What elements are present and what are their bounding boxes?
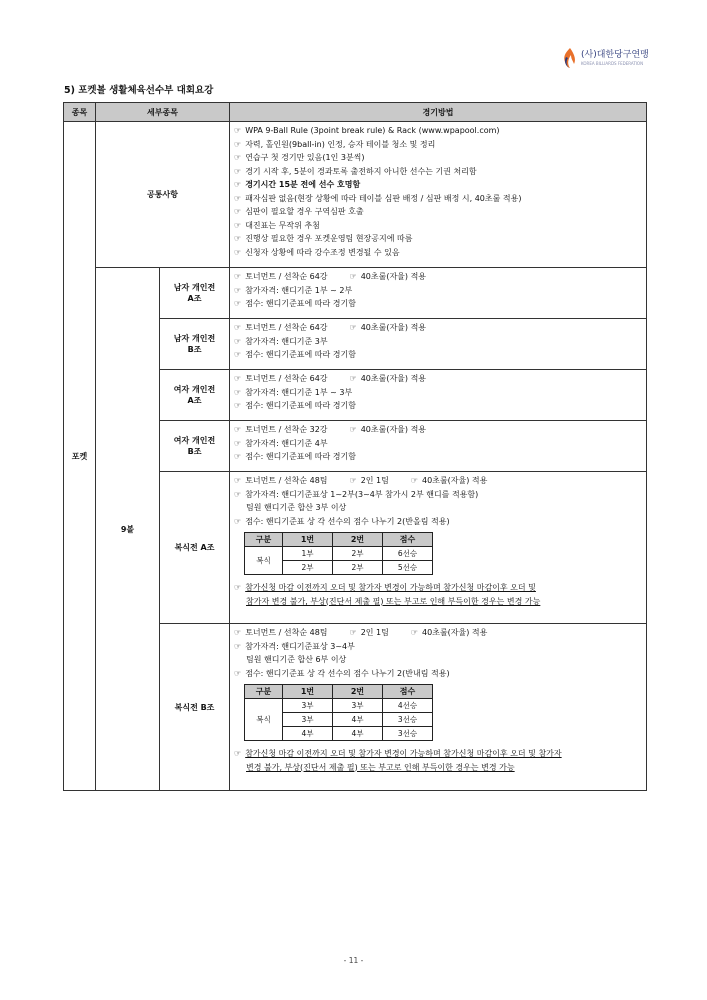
table-header-row (64, 103, 647, 122)
pointing-hand-icon: ☞ (234, 425, 242, 434)
common-row (64, 122, 647, 268)
pointing-hand-icon: ☞ (234, 452, 242, 461)
logo-title: (사)대한당구연맹 (581, 49, 649, 60)
page-number: - 11 - (343, 956, 364, 965)
pointing-hand-icon: ☞ (234, 401, 242, 410)
note-text: 참가신청 마감 이전까지 오더 및 참가자 변경이 가능하며 참가신청 마감이후 오더 및 참가자 (245, 749, 562, 758)
common-content (230, 122, 647, 268)
pointing-hand-icon: ☞ (234, 285, 242, 295)
category-content: ☞ 토너먼트 / 선착순 64강 ☞ 40초룰(자율) 적용 ☞ 참가자격: 핸디기준 1부 ~ 2부 ☞ 점수: 핸디기준표에 따라 경기함 (230, 268, 647, 319)
division-label: 9볼 (96, 268, 160, 791)
list-item: ☞ 대진표는 무작위 추첨 (234, 220, 320, 230)
federation-logo (562, 46, 649, 70)
list-item: ☞ 진행상 필요한 경우 포켓운영팀 현장공지에 따름 (234, 234, 413, 243)
note-text: 참가신청 마감 이전까지 오더 및 참가자 변경이 가능하며 참가신청 마감이후 오더 및 (245, 583, 536, 592)
list-item: ☞ 심판이 필요할 경우 구역심판 호출 (234, 207, 364, 216)
category-content: ☞ 토너먼트 / 선착순 48팀 ☞ 2인 1팀 ☞ 40초룰(자율) 적용 ☞ 참가자격: 핸디기준표상 3~4부 팀원 핸디기준 합산 6부 이상 ☞ 점수: 핸디기준표 상 각 선수의 점수 나누기 2(반내림 적용) 구분 1번 2번 점수 복식 3부 3부 4선승 3부 4부 3선승 4부 4부 3선승 ☞ 참가신청 마감 이전까지 오더 및 참가자 변경이 가능하며 참가신청 마감이후 오더 및 참가자 변경 불가, 부상(진단서 제출 필) 또는 부고로 인해 부득이한 경우는 변경 가능 (230, 624, 647, 791)
category-content: ☞ 토너먼트 / 선착순 32강 ☞ 40초룰(자율) 적용 ☞ 참가자격: 핸디기준 4부 ☞ 점수: 핸디기준표에 따라 경기함 (230, 421, 647, 472)
table-row (64, 268, 647, 319)
pointing-hand-icon: ☞ (349, 628, 357, 637)
section-title: 5) 포켓볼 생활체육선수부 대회요강 (64, 85, 214, 96)
pointing-hand-icon: ☞ (349, 272, 357, 281)
pointing-hand-icon: ☞ (410, 628, 419, 637)
pointing-hand-icon: ☞ (234, 193, 242, 203)
flame-logo-icon (562, 47, 578, 69)
pointing-hand-icon: ☞ (234, 628, 242, 637)
pointing-hand-icon: ☞ (234, 299, 242, 308)
pointing-hand-icon: ☞ (234, 207, 242, 216)
list-item: ☞ 패자심판 없음(현장 상황에 따라 테이블 심판 배정 / 심판 배정 시, 40초룰 적용) (234, 193, 522, 203)
list-item: ☞ WPA 9-Ball Rule (3point break rule) & Rack (www.wpapool.com) (234, 126, 500, 135)
category-name: 여자 개인전 B조 (160, 421, 230, 472)
table-row: 3부 4부 3선승 (245, 713, 433, 727)
category-name: 복식전 B조 (160, 624, 230, 791)
list-item: ☞ 자력, 홀인원(9ball-in) 인정, 승자 테이블 청소 및 정리 (234, 139, 436, 149)
competition-table (63, 102, 647, 791)
pointing-hand-icon: ☞ (234, 272, 242, 281)
pointing-hand-icon: ☞ (234, 153, 242, 162)
category-content: ☞ 토너먼트 / 선착순 64강 ☞ 40초룰(자율) 적용 ☞ 참가자격: 핸디기준 3부 ☞ 점수: 핸디기준표에 따라 경기함 (230, 319, 647, 370)
pointing-hand-icon: ☞ (234, 438, 242, 448)
pointing-hand-icon: ☞ (234, 139, 242, 149)
pointing-hand-icon: ☞ (234, 641, 242, 651)
pointing-hand-icon: ☞ (349, 425, 357, 434)
pointing-hand-icon: ☞ (234, 180, 242, 189)
pointing-hand-icon: ☞ (234, 387, 242, 397)
list-item: ☞ 신청자 상황에 따라 강수조정 변경될 수 있음 (234, 247, 400, 257)
pointing-hand-icon: ☞ (234, 668, 242, 678)
list-item: ☞ 경기 시작 후, 5분이 경과토록 출전하지 아니한 선수는 기권 처리함 (234, 166, 477, 176)
handicap-table: 구분 1번 2번 점수 복식 1부 2부 6선승 2부 2부 5선승 (244, 532, 433, 575)
pointing-hand-icon: ☞ (234, 166, 242, 176)
pointing-hand-icon: ☞ (349, 476, 357, 485)
category-name: 복식전 A조 (160, 472, 230, 624)
category-name: 남자 개인전 A조 (160, 268, 230, 319)
category-content: ☞ 토너먼트 / 선착순 48팀 ☞ 2인 1팀 ☞ 40초룰(자율) 적용 ☞ 참가자격: 핸디기준표상 1~2부(3~4부 참가시 2부 핸디를 적용함) 팀원 핸디기준 합산 3부 이상 ☞ 점수: 핸디기준표 상 각 선수의 점수 나누기 2(반올림 적용) 구분 1번 2번 점수 복식 1부 2부 6선승 2부 2부 5선승 ☞ 참가신청 마감 이전까지 오더 및 참가자 변경이 가능하며 참가신청 마감이후 오더 및 참가자 변경 불가, 부상(진단서 제출 필) 또는 부고로 인해 부득이한 경우는 변경 가능 (230, 472, 647, 624)
pointing-hand-icon: ☞ (234, 247, 242, 257)
pointing-hand-icon: ☞ (410, 476, 419, 485)
table-row: 복식 1부 2부 6선승 (245, 547, 433, 561)
pointing-hand-icon: ☞ (234, 516, 242, 526)
common-label: 공통사항 (96, 122, 230, 268)
table-row: 복식 3부 3부 4선승 (245, 699, 433, 713)
pointing-hand-icon: ☞ (234, 374, 242, 383)
logo-subtitle: KOREA BILLIARDS FEDERATION (581, 60, 644, 66)
category-content: ☞ 토너먼트 / 선착순 64강 ☞ 40초룰(자율) 적용 ☞ 참가자격: 핸디기준 1부 ~ 3부 ☞ 점수: 핸디기준표에 따라 경기함 (230, 370, 647, 421)
handicap-table: 구분 1번 2번 점수 복식 3부 3부 4선승 3부 4부 3선승 4부 4부 3선승 (244, 684, 433, 741)
pointing-hand-icon: ☞ (234, 749, 242, 758)
table-row: 2부 2부 5선승 (245, 561, 433, 575)
category-name: 남자 개인전 B조 (160, 319, 230, 370)
pointing-hand-icon: ☞ (234, 234, 242, 243)
pointing-hand-icon: ☞ (234, 583, 242, 592)
header-method: 경기방법 (230, 103, 647, 122)
pointing-hand-icon: ☞ (234, 489, 242, 499)
pointing-hand-icon: ☞ (234, 350, 242, 359)
note-text: 변경 불가, 부상(진단서 제출 필) 또는 부고로 인해 부득이한 경우는 변경 가능 (246, 762, 515, 772)
list-item: ☞ 경기시간 15분 전에 선수 호명함 (234, 180, 361, 189)
pointing-hand-icon: ☞ (234, 336, 242, 346)
list-item: ☞ 연습구 첫 경기만 있음(1인 3분씩) (234, 153, 365, 162)
pointing-hand-icon: ☞ (349, 323, 357, 332)
header-event: 종목 (64, 103, 96, 122)
pointing-hand-icon: ☞ (234, 220, 242, 230)
table-row: 4부 4부 3선승 (245, 727, 433, 741)
category-name: 여자 개인전 A조 (160, 370, 230, 421)
pointing-hand-icon: ☞ (234, 476, 242, 485)
event-name: 포켓 (64, 122, 96, 791)
pointing-hand-icon: ☞ (234, 323, 242, 332)
header-sub-event: 세부종목 (96, 103, 230, 122)
pointing-hand-icon: ☞ (349, 374, 357, 383)
pointing-hand-icon: ☞ (234, 126, 242, 135)
note-text: 참가자 변경 불가, 부상(진단서 제출 필) 또는 부고로 인해 부득이한 경우는 변경 가능 (246, 596, 541, 606)
